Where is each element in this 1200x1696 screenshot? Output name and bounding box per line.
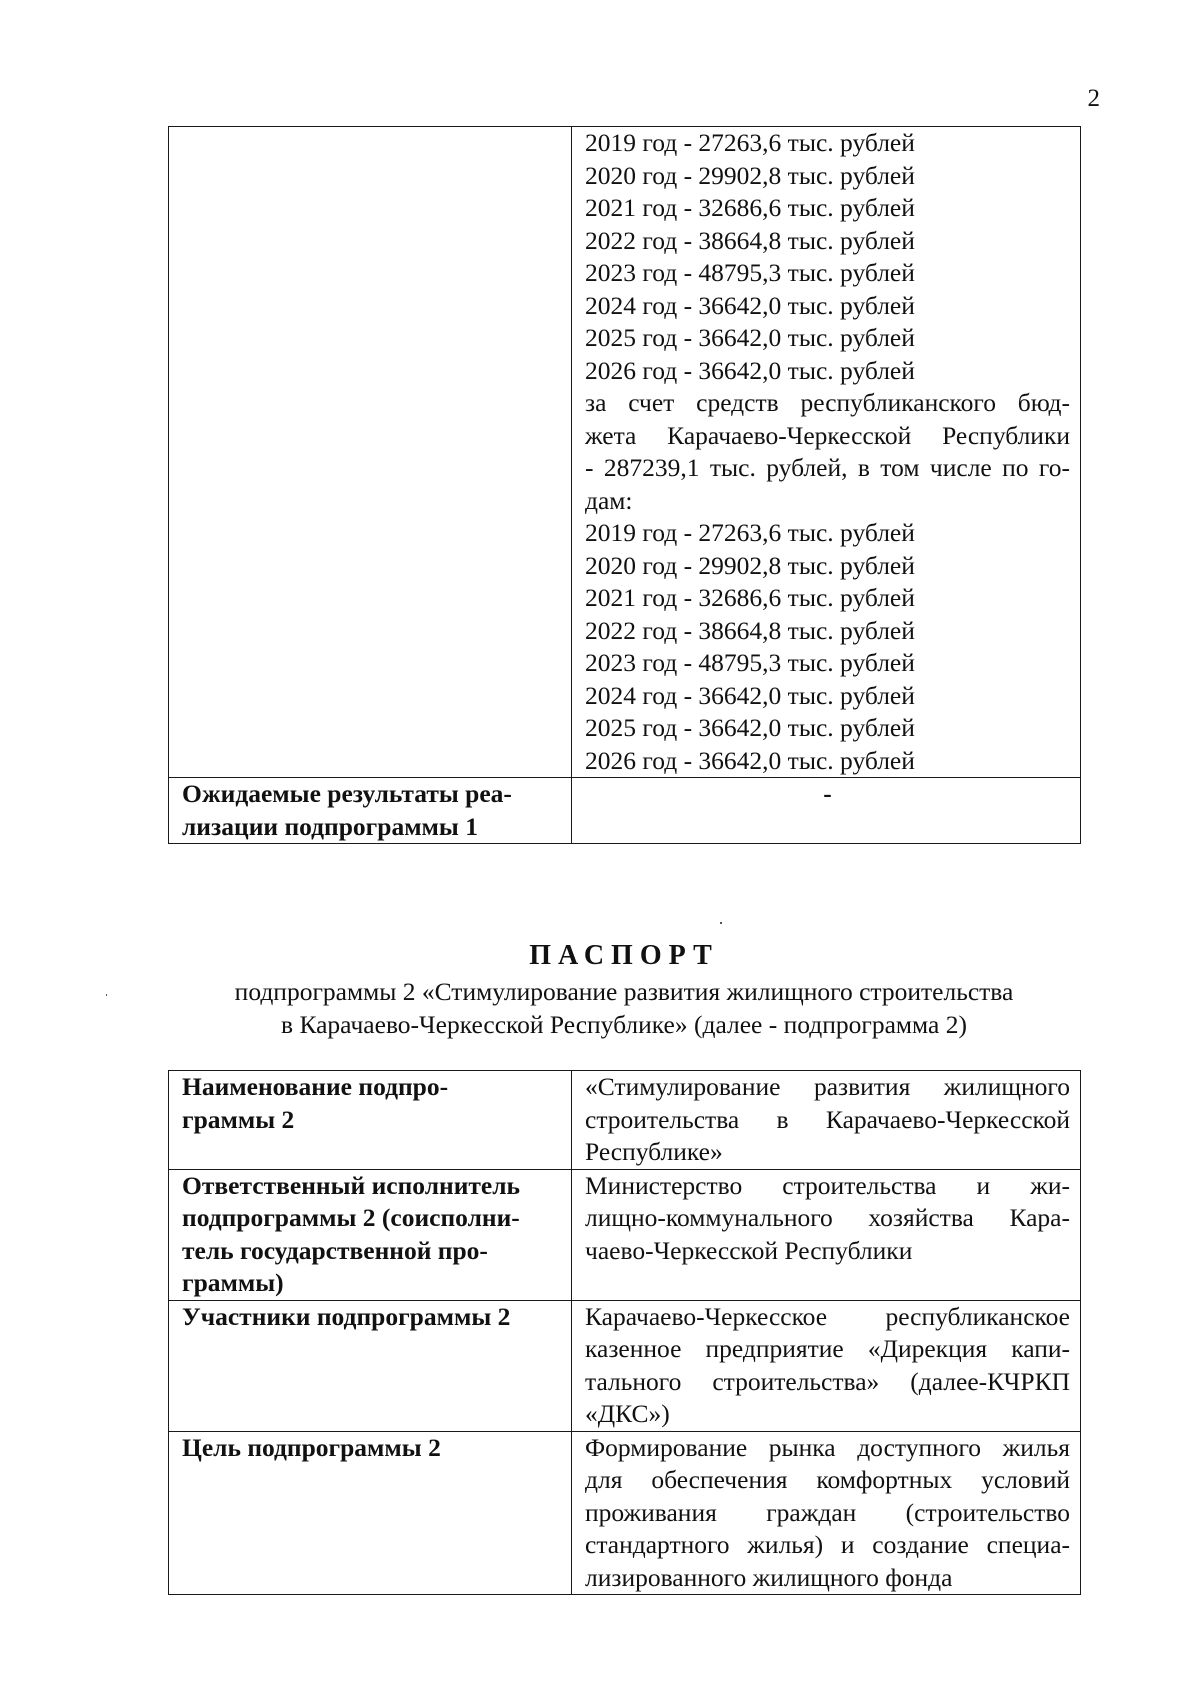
passport-heading: ПАСПОРТ	[529, 940, 719, 971]
funding-year-line: 2025 год - 36642,0 тыс. рублей	[585, 713, 915, 742]
label-line: тель государственной про-	[182, 1235, 488, 1265]
funding-year-line: 2025 год - 36642,0 тыс. рублей	[585, 323, 915, 352]
value-line: тального строительства» (далее-КЧРКП	[585, 1366, 1070, 1396]
label-line: Участники подпрограммы 2	[182, 1301, 511, 1331]
funding-row	[169, 127, 1081, 778]
label-line: Ожидаемые результаты реа-	[182, 779, 512, 808]
republican-budget-line: за счет средств республиканского бюд-	[585, 388, 1070, 417]
scan-speck	[720, 922, 722, 924]
label-line: подпрограммы 2 (соисполни-	[182, 1203, 520, 1232]
passport-row-name	[169, 1071, 1081, 1170]
passport-table	[168, 1070, 1081, 1595]
expected-results-value	[572, 778, 1081, 844]
value-line: Формирование рынка доступного жилья	[585, 1432, 1070, 1462]
funding-year-line: 2024 год - 36642,0 тыс. рублей	[585, 290, 915, 320]
value-line: проживания граждан (строительство	[585, 1497, 1070, 1527]
scan-speck	[106, 994, 107, 996]
funding-year-line: 2023 год - 48795,3 тыс. рублей	[585, 648, 915, 677]
passport-subtitle	[168, 976, 1080, 1041]
funding-year-line: 2020 год - 29902,8 тыс. рублей	[585, 160, 915, 190]
funding-year-line: 2026 год - 36642,0 тыс. рублей	[585, 355, 915, 385]
passport-row-goal	[169, 1431, 1081, 1595]
label-line: граммы 2	[182, 1104, 295, 1134]
funding-table	[168, 126, 1081, 844]
row-value	[572, 1169, 1081, 1300]
republican-budget-line: дам:	[585, 485, 633, 515]
row-label	[169, 1169, 572, 1300]
funding-year-line: 2023 год - 48795,3 тыс. рублей	[585, 258, 915, 287]
row-value	[572, 1071, 1081, 1170]
funding-year-line: 2021 год - 32686,6 тыс. рублей	[585, 583, 915, 612]
republican-budget-line: - 287239,1 тыс. рублей, в том числе по го-	[585, 453, 1070, 482]
label-line: Цель подпрограммы 2	[182, 1432, 441, 1462]
funding-year-line: 2019 год - 27263,6 тыс. рублей	[585, 518, 915, 547]
value-line: Карачаево-Черкесское республиканское	[585, 1301, 1070, 1331]
funding-year-line: 2022 год - 38664,8 тыс. рублей	[585, 225, 915, 255]
label-line: Ответственный исполнитель	[182, 1170, 521, 1200]
subtitle-line: в Карачаево-Черкесской Республике» (далее - подпрограмма 2)	[281, 1009, 967, 1039]
value-line: Республике»	[585, 1137, 723, 1166]
subtitle-line: подпрограммы 2 «Стимулирование развития жилищного строительства	[234, 977, 1014, 1006]
funding-year-line: 2022 год - 38664,8 тыс. рублей	[585, 615, 915, 645]
value-line: стандартного жилья) и создание специа-	[585, 1530, 1070, 1559]
row-label	[169, 1071, 572, 1170]
expected-results-row	[169, 778, 1081, 844]
funding-year-line: 2019 год - 27263,6 тыс. рублей	[585, 128, 915, 157]
funding-year-line: 2026 год - 36642,0 тыс. рублей	[585, 745, 915, 775]
value-line: строительства в Карачаево-Черкесской	[585, 1104, 1070, 1134]
value-line: лизированного жилищного фонда	[585, 1562, 953, 1592]
dash-value: -	[823, 779, 832, 808]
row-label	[169, 1300, 572, 1431]
value-line: казенное предприятие «Дирекция капи-	[585, 1334, 1070, 1363]
value-line: Министерство строительства и жи-	[585, 1170, 1070, 1200]
value-line: «ДКС»)	[585, 1399, 670, 1428]
funding-value-cell	[572, 127, 1081, 778]
label-line: Наименование подпро-	[182, 1072, 449, 1101]
row-label	[169, 1431, 572, 1595]
label-line: граммы)	[182, 1268, 284, 1297]
value-line: чаево-Черкесской Республики	[585, 1235, 913, 1265]
passport-row-executor	[169, 1169, 1081, 1300]
value-line: «Стимулирование развития жилищного	[585, 1072, 1070, 1101]
page-number: 2	[1087, 85, 1100, 112]
funding-year-line: 2021 год - 32686,6 тыс. рублей	[585, 193, 915, 222]
funding-year-line: 2020 год - 29902,8 тыс. рублей	[585, 550, 915, 580]
value-line: лищно-коммунального хозяйства Кара-	[585, 1203, 1070, 1232]
funding-year-line: 2024 год - 36642,0 тыс. рублей	[585, 680, 915, 710]
value-line: для обеспечения комфортных условий	[585, 1465, 1070, 1494]
row-value	[572, 1300, 1081, 1431]
expected-results-label	[169, 778, 572, 844]
republican-budget-line: жета Карачаево-Черкесской Республики	[585, 420, 1070, 450]
funding-label-cell	[169, 127, 572, 778]
passport-row-participants	[169, 1300, 1081, 1431]
label-line: лизации подпрограммы 1	[182, 811, 478, 841]
row-value	[572, 1431, 1081, 1595]
